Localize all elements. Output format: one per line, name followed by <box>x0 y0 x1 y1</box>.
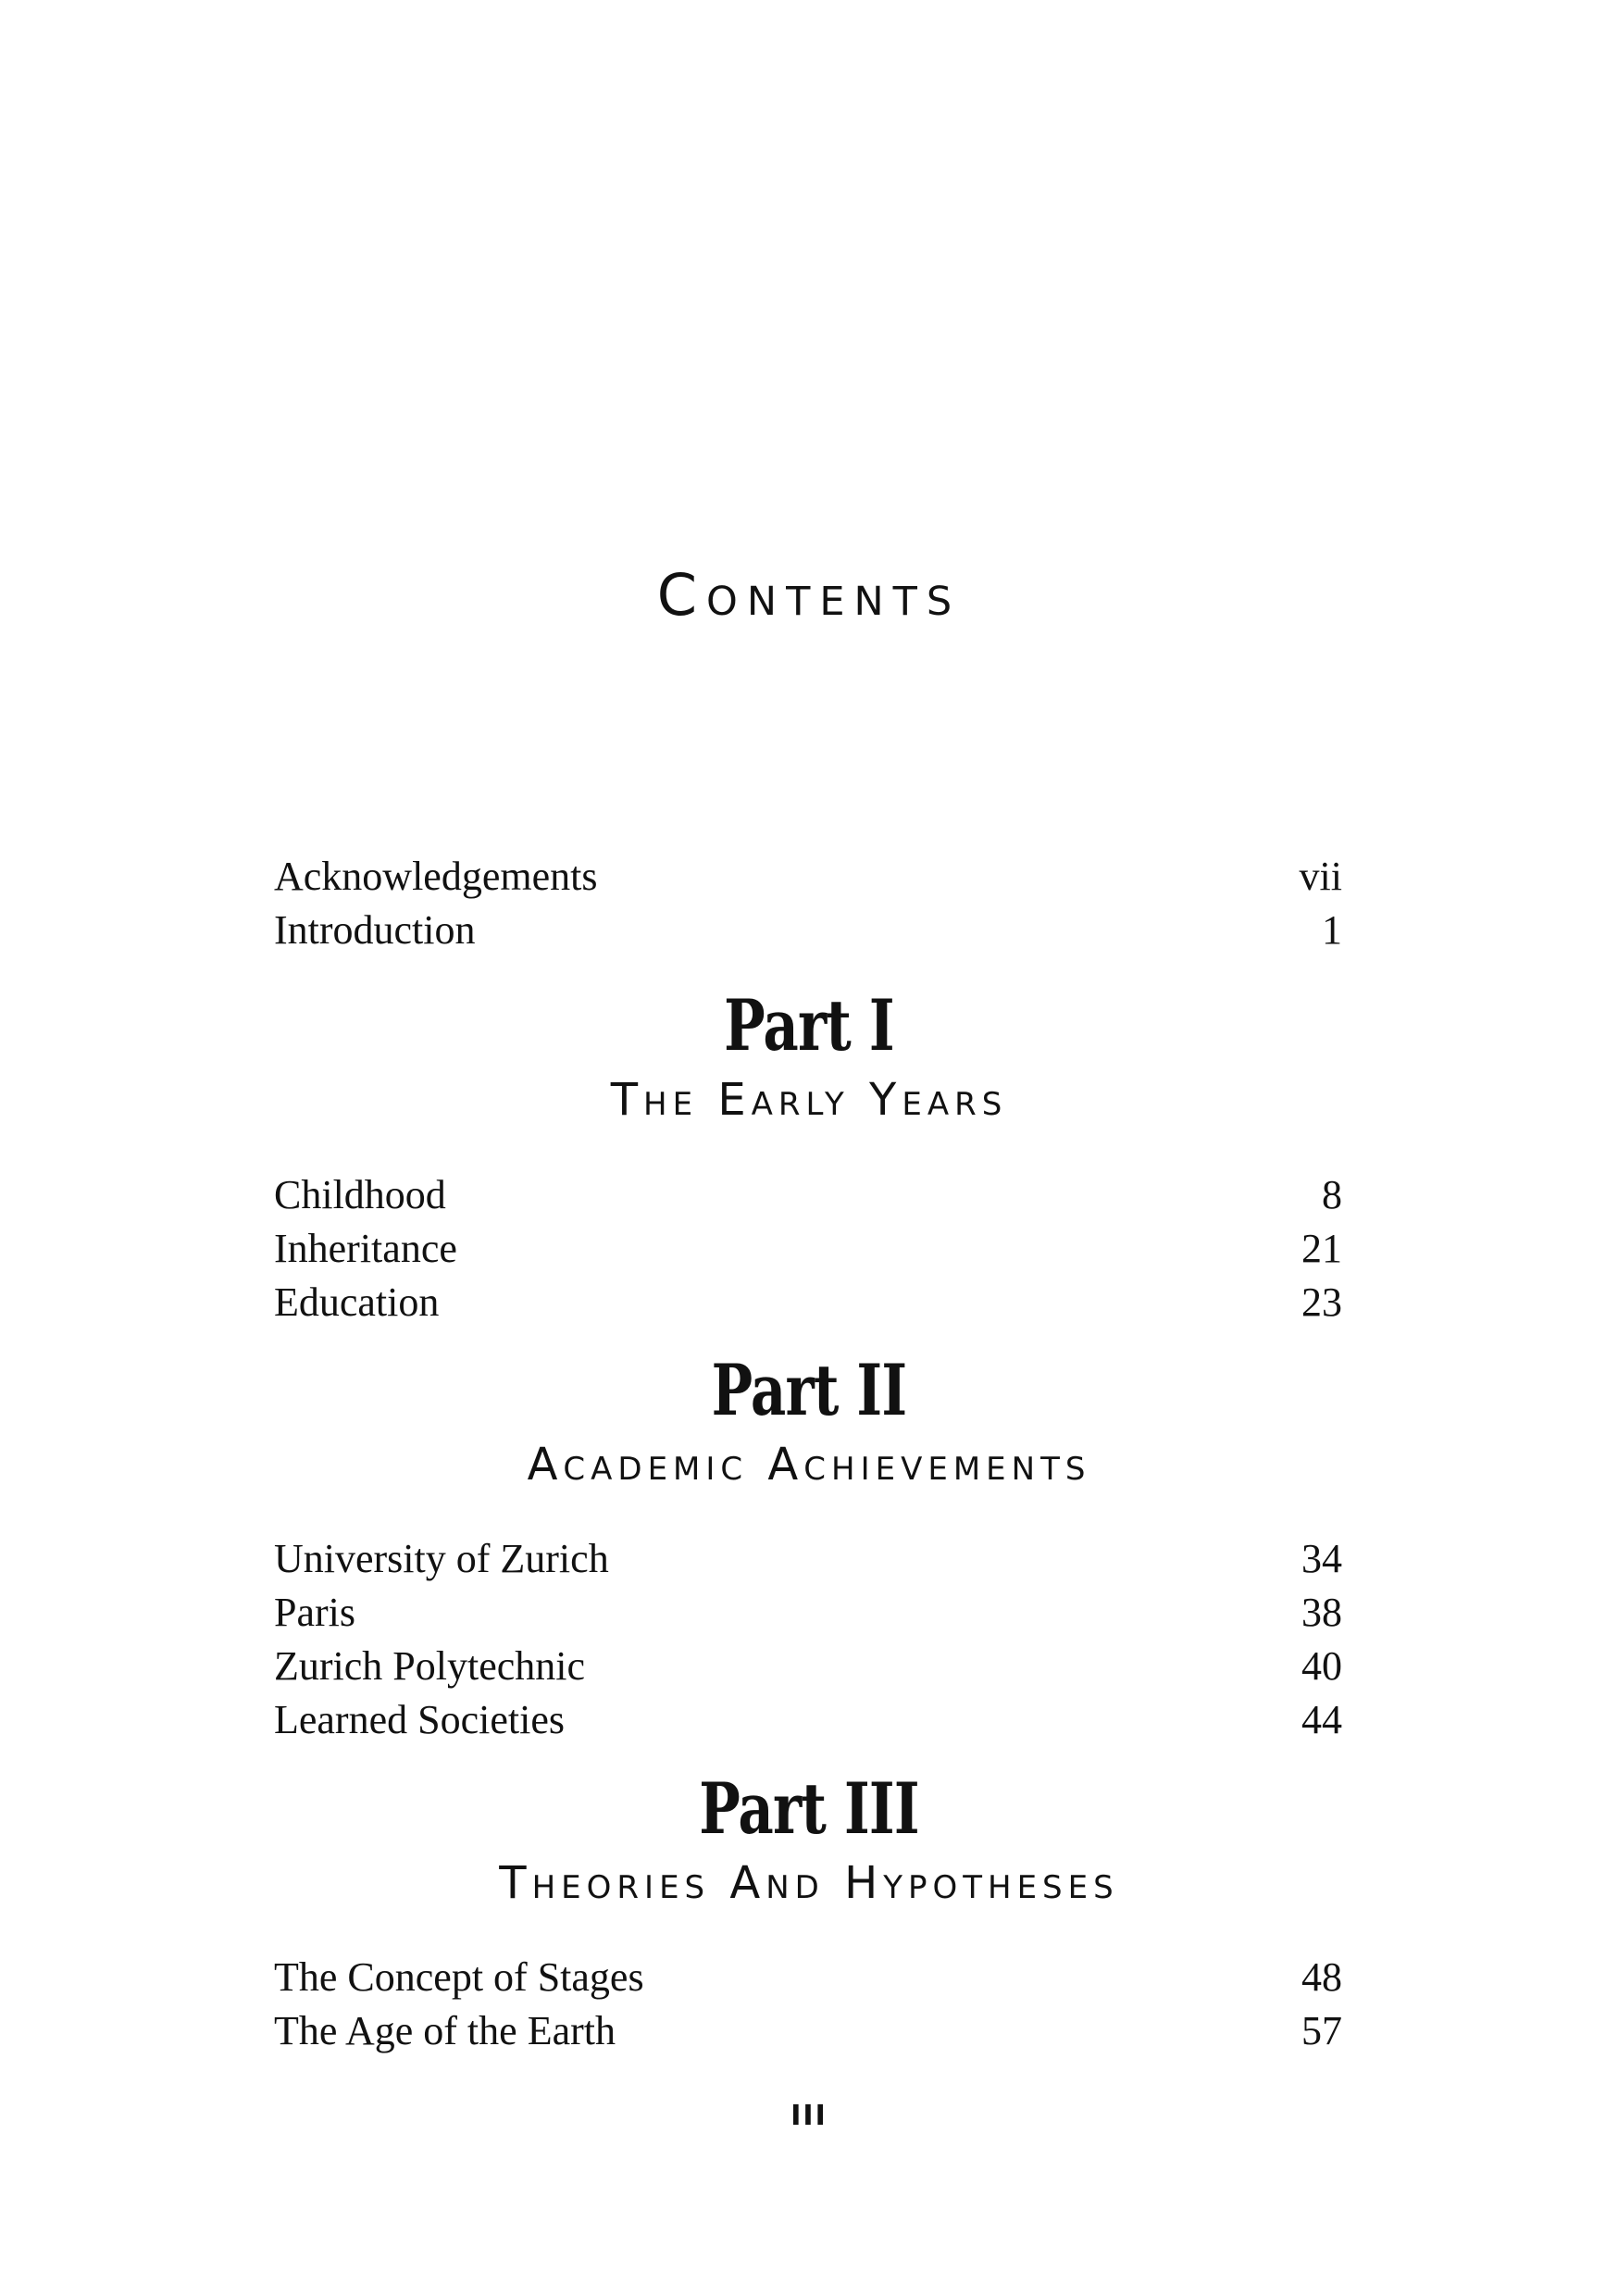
toc-entry-label: Learned Societies <box>274 1697 565 1742</box>
toc-entry-page: 21 <box>1301 1226 1342 1271</box>
toc-entry-page: vii <box>1299 854 1342 899</box>
toc-entry-page: 48 <box>1301 1954 1342 2000</box>
toc-entry-label: Acknowledgements <box>274 854 598 899</box>
toc-part-2 <box>274 1532 1342 1747</box>
toc-entry <box>274 904 1342 957</box>
toc-entry <box>274 1168 1342 1222</box>
part-heading: Part III <box>699 1767 919 1850</box>
toc-part-1 <box>274 1168 1342 1329</box>
toc-entry-page: 57 <box>1301 2008 1342 2053</box>
toc-entry-page: 40 <box>1301 1643 1342 1689</box>
part-subtitle: Theories And Hypotheses <box>499 1857 1119 1909</box>
toc-entry <box>274 850 1342 904</box>
toc-entry-label: Education <box>274 1279 440 1325</box>
toc-entry <box>274 1276 1342 1329</box>
toc-entry-label: The Concept of Stages <box>274 1954 644 2000</box>
part-heading: Part I <box>724 984 894 1067</box>
toc-entry <box>274 1640 1342 1693</box>
toc-entry <box>274 1586 1342 1640</box>
toc-entry-page: 44 <box>1301 1697 1342 1742</box>
part-subtitle: The Early Years <box>610 1074 1008 1126</box>
toc-entry-label: The Age of the Earth <box>274 2008 616 2053</box>
page-title: Contents <box>656 561 962 629</box>
toc-entry <box>274 2004 1342 2058</box>
page-number: III <box>790 2100 828 2132</box>
toc-part-3 <box>274 1951 1342 2058</box>
toc-entry-label: Childhood <box>274 1172 446 1217</box>
toc-entry-label: Inheritance <box>274 1226 457 1271</box>
toc-entry-label: University of Zurich <box>274 1536 609 1581</box>
toc-entry-label: Zurich Polytechnic <box>274 1643 586 1689</box>
toc-entry <box>274 1532 1342 1586</box>
toc-entry-page: 1 <box>1322 907 1342 953</box>
toc-entry <box>274 1951 1342 2004</box>
toc-entry-page: 23 <box>1301 1279 1342 1325</box>
part-heading: Part II <box>711 1349 907 1431</box>
toc-entry-page: 8 <box>1322 1172 1342 1217</box>
toc-entry-page: 34 <box>1301 1536 1342 1581</box>
toc-front-matter <box>274 850 1342 957</box>
toc-entry <box>274 1222 1342 1276</box>
toc-entry-label: Introduction <box>274 907 476 953</box>
toc-entry-page: 38 <box>1301 1590 1342 1635</box>
toc-entry <box>274 1693 1342 1747</box>
toc-entry-label: Paris <box>274 1590 355 1635</box>
part-subtitle: Academic Achievements <box>527 1439 1091 1491</box>
